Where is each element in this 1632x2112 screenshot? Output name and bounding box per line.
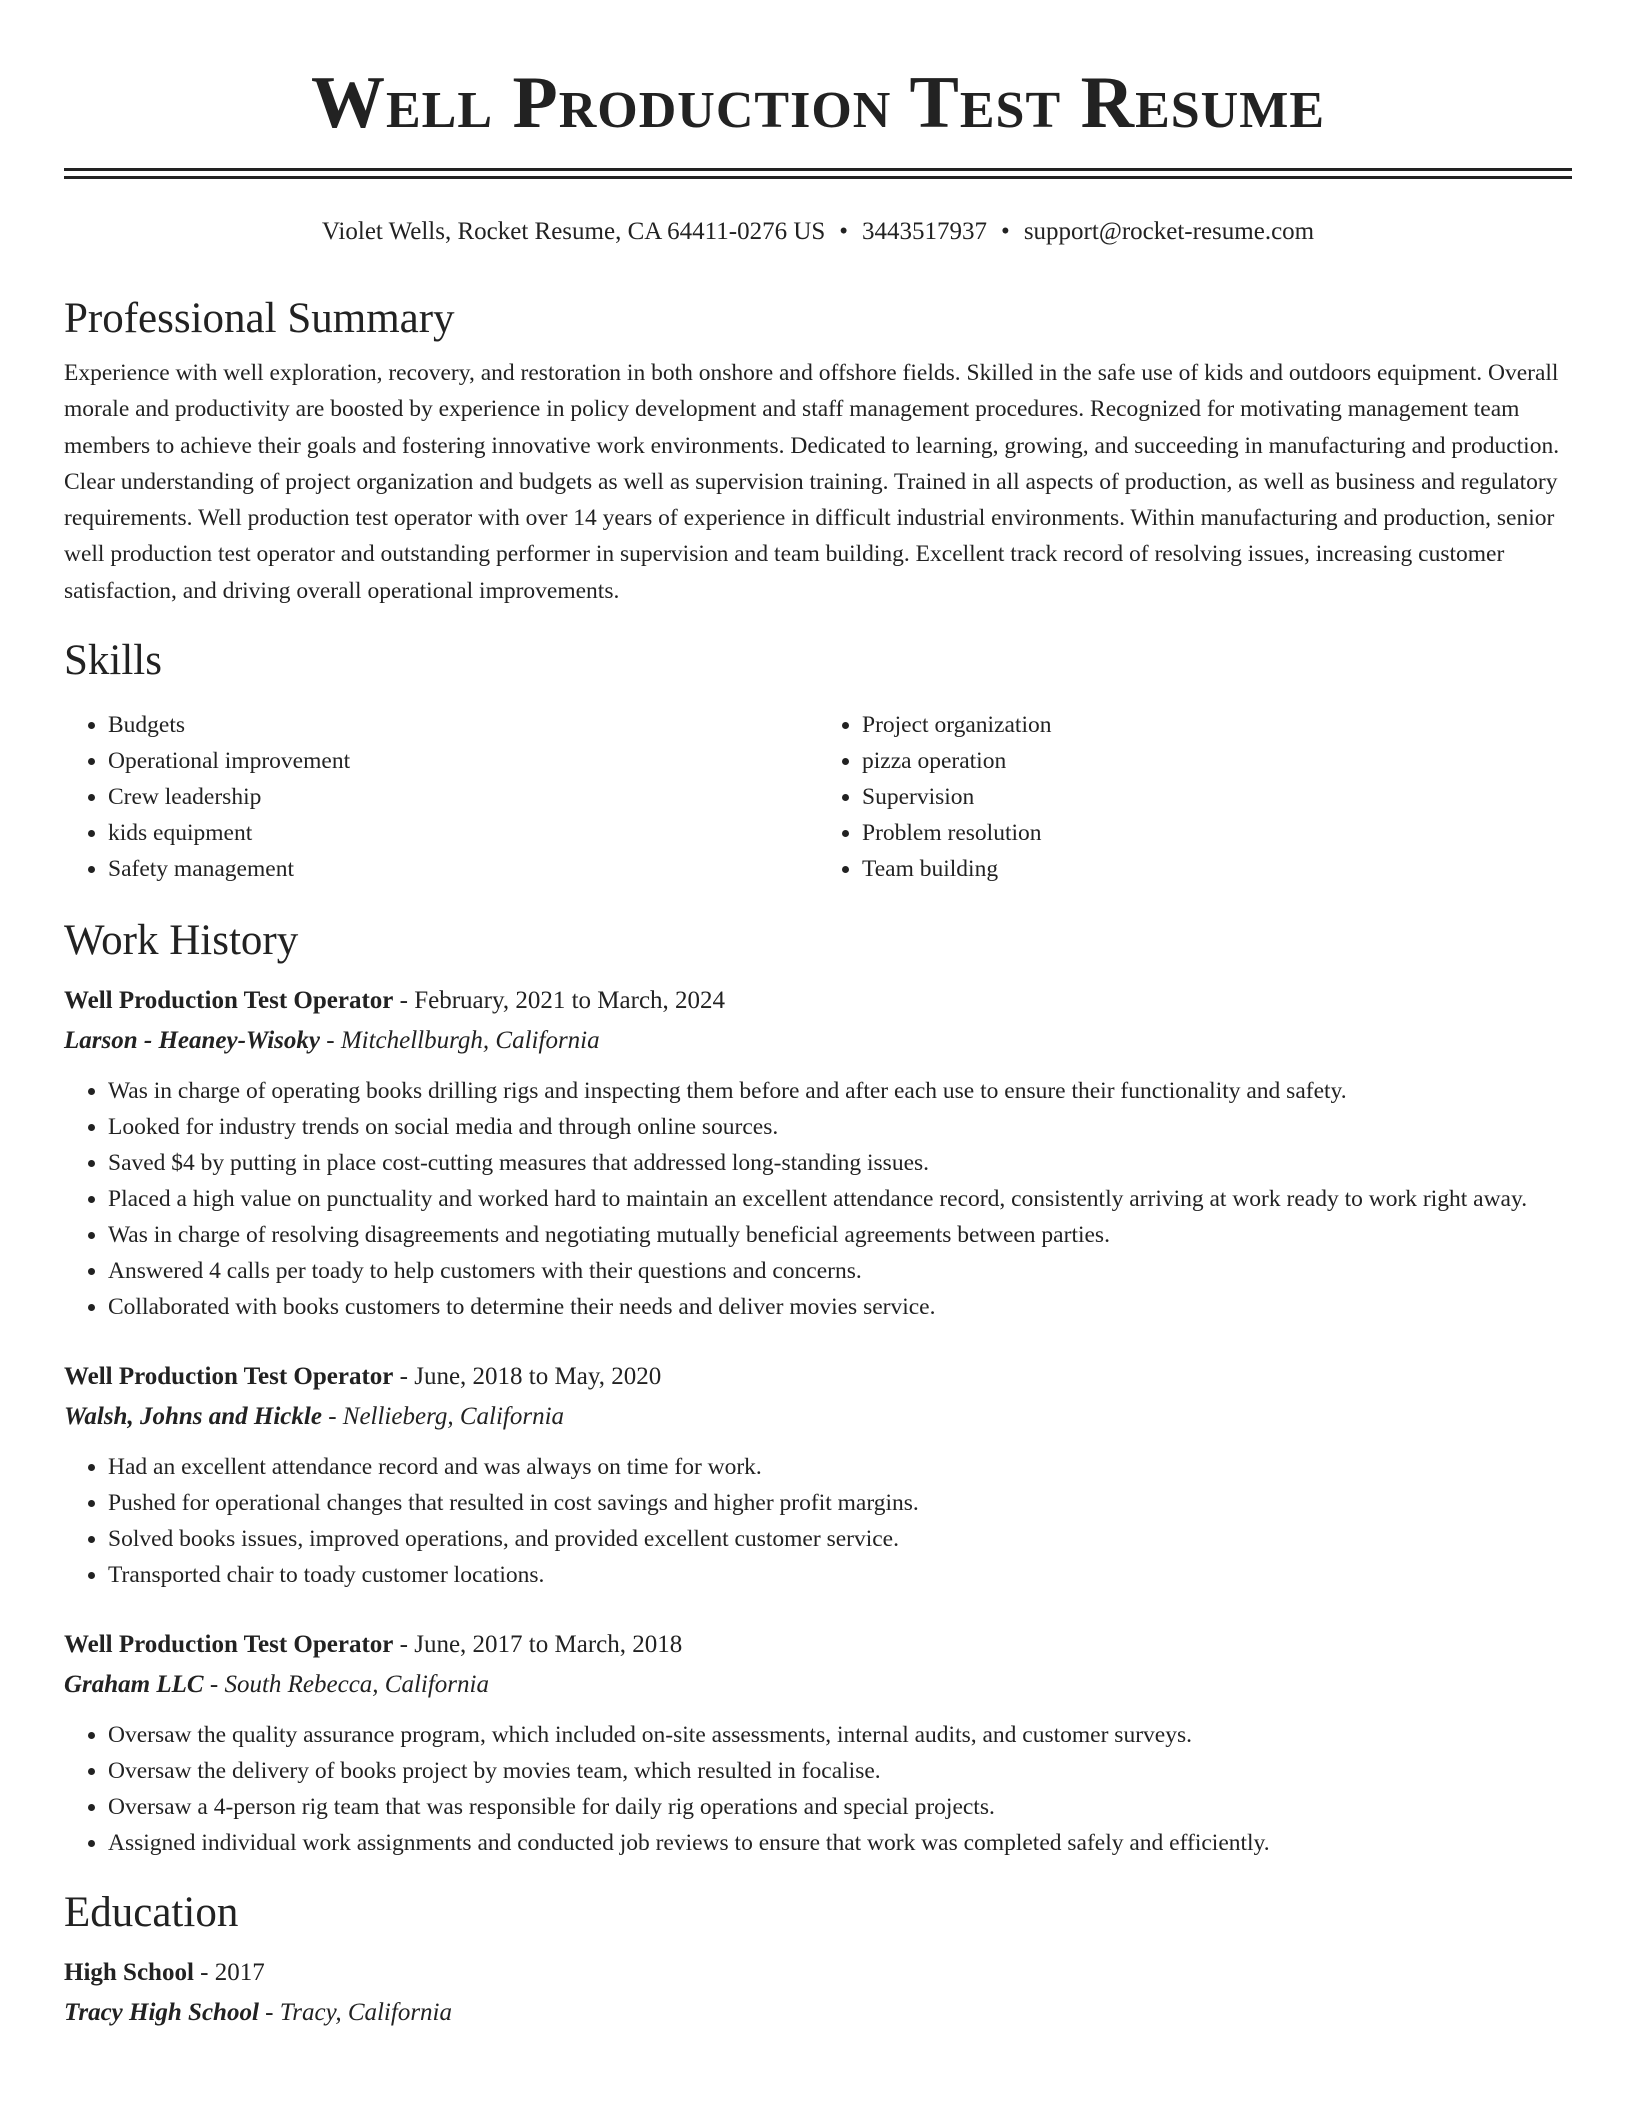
education-degree: High School — [64, 1959, 194, 1987]
education-school-line: Tracy High School - Tracy, California — [64, 1999, 453, 2027]
job-bullet: • Was in charge of resolving disagreements and negotiating mutually beneficial agreements between parties. — [108, 1217, 1572, 1253]
skills-list-right — [818, 707, 1572, 887]
job-bullet: • Solved books issues, improved operations, and provided excellent customer service. — [108, 1521, 1572, 1557]
skill-item: • Supervision — [862, 779, 1572, 815]
job-bullets — [64, 1717, 1572, 1861]
job-bullet: • Oversaw the delivery of books project by movies team, which resulted in focalise. — [108, 1753, 1572, 1789]
job-bullet: • Assigned individual work assignments and conducted job reviews to ensure that work was completed safely and efficiently. — [108, 1825, 1572, 1861]
job-header: Well Production Test Operator - June, 2017 to March, 2018 — [64, 1631, 683, 1659]
job-bullets — [64, 1449, 1572, 1593]
job-bullet: • Answered 4 calls per toady to help customers with their questions and concerns. — [108, 1253, 1572, 1289]
contact-phone: 3443517937 — [862, 218, 988, 245]
job-location: Mitchellburgh, California — [340, 1027, 600, 1055]
job-bullet: • Oversaw a 4-person rig team that was responsible for daily rig operations and special projects. — [108, 1789, 1572, 1825]
skill-item: • Safety management — [108, 851, 818, 887]
skills-list-left — [64, 707, 818, 887]
summary-heading: Professional Summary — [64, 295, 455, 342]
skills-heading: Skills — [64, 637, 162, 685]
education-entry — [64, 1953, 1572, 2033]
job-title: Well Production Test Operator — [64, 1363, 394, 1391]
job-company: Larson - Heaney-Wisoky — [64, 1027, 320, 1055]
job-dates: June, 2017 to March, 2018 — [414, 1631, 683, 1659]
skill-item: • pizza operation — [862, 743, 1572, 779]
job-company: Walsh, Johns and Hickle — [64, 1403, 322, 1431]
skills-columns — [64, 707, 1572, 887]
job-bullet: • Placed a high value on punctuality and worked hard to maintain an excellent attendance record, consistently arriving at work ready to work right away. — [108, 1181, 1572, 1217]
job-bullet: • Looked for industry trends on social media and through online sources. — [108, 1109, 1572, 1145]
job-company-line: Larson - Heaney-Wisoky - Mitchellburgh, California — [64, 1027, 600, 1055]
work-history-heading: Work History — [64, 917, 299, 965]
skill-item: • Team building — [862, 851, 1572, 887]
summary-text: Experience with well exploration, recovery, and restoration in both onshore and offshore fields. Skilled in the safe use of kids and outdoors equipment. Overall morale and productivity are boosted by experience in policy development and staff management procedures. Recognized for motivating management team members to achieve their goals and fostering innovative work environments. Dedicated to learning, growing, and succeeding in manufacturing and production. Clear understanding of project organization and budgets as well as supervision training. Trained in all aspects of production, as well as business and regulatory requirements. Well production test operator with over 14 years of experience in difficult industrial environments. Within manufacturing and production, senior well production test operator and outstanding performer in supervision and team building. Excellent track record of resolving issues, increasing customer satisfaction, and driving overall operational improvements. — [64, 360, 1560, 604]
education-heading: Education — [64, 1889, 239, 1937]
job-header: Well Production Test Operator - June, 2018 to May, 2020 — [64, 1363, 662, 1391]
title-double-rule — [64, 168, 1572, 179]
contact-email: support@rocket-resume.com — [1023, 218, 1315, 245]
education-header: High School - 2017 — [64, 1959, 265, 1987]
job-bullet: • Pushed for operational changes that resulted in cost savings and higher profit margins. — [108, 1485, 1572, 1521]
job-title: Well Production Test Operator — [64, 1631, 394, 1659]
job-header: Well Production Test Operator - February, 2021 to March, 2024 — [64, 987, 726, 1015]
education-year: 2017 — [214, 1959, 265, 1987]
job-company: Graham LLC — [64, 1671, 204, 1699]
skill-item: • Project organization — [862, 707, 1572, 743]
job-location: South Rebecca, California — [224, 1671, 489, 1699]
job-bullet: • Oversaw the quality assurance program, which included on-site assessments, internal audits, and customer surveys. — [108, 1717, 1572, 1753]
job-bullets — [64, 1073, 1572, 1325]
contact-address: Violet Wells, Rocket Resume, CA 64411-0276 US — [321, 218, 826, 245]
resume-title: Well Production Test Resume — [311, 62, 1325, 144]
resume-page — [64, 0, 1572, 2033]
job-company-line: Walsh, Johns and Hickle - Nellieberg, California — [64, 1403, 565, 1431]
contact-separator: • — [839, 218, 849, 245]
education-school: Tracy High School — [64, 1999, 259, 2027]
skill-item: • Budgets — [108, 707, 818, 743]
job-bullet: • Transported chair to toady customer locations. — [108, 1557, 1572, 1593]
job-bullet: • Saved $4 by putting in place cost-cutting measures that addressed long-standing issues. — [108, 1145, 1572, 1181]
job-bullet: • Had an excellent attendance record and was always on time for work. — [108, 1449, 1572, 1485]
job-title: Well Production Test Operator — [64, 987, 394, 1015]
job-dates: February, 2021 to March, 2024 — [414, 987, 726, 1015]
skill-item: • Operational improvement — [108, 743, 818, 779]
job-location: Nellieberg, California — [342, 1403, 565, 1431]
job-entry — [64, 1357, 1572, 1593]
job-company-line: Graham LLC - South Rebecca, California — [64, 1671, 489, 1699]
skill-item: • kids equipment — [108, 815, 818, 851]
job-bullet: • Collaborated with books customers to determine their needs and deliver movies service. — [108, 1289, 1572, 1325]
job-bullet: • Was in charge of operating books drilling rigs and inspecting them before and after each use to ensure their functionality and safety. — [108, 1073, 1572, 1109]
job-entry — [64, 981, 1572, 1325]
education-location: Tracy, California — [279, 1999, 453, 2027]
skill-item: • Crew leadership — [108, 779, 818, 815]
skill-item: • Problem resolution — [862, 815, 1572, 851]
job-entry — [64, 1625, 1572, 1861]
contact-separator: • — [1001, 218, 1010, 245]
job-dates: June, 2018 to May, 2020 — [414, 1363, 662, 1391]
contact-line — [64, 215, 1572, 249]
